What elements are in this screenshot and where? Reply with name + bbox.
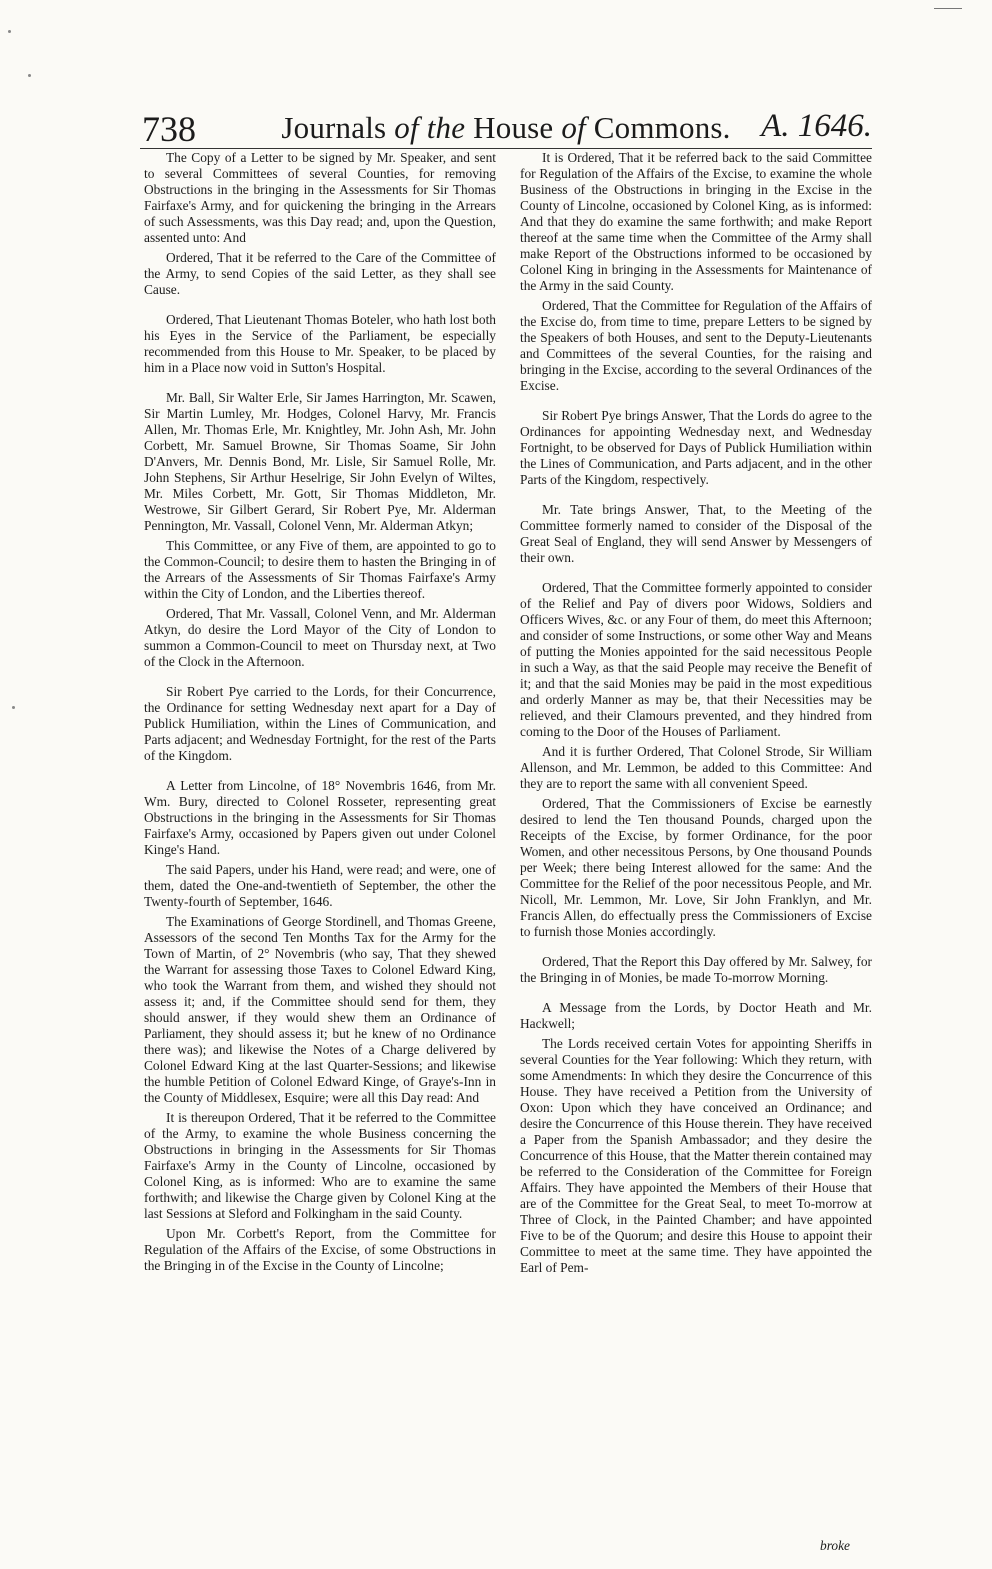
paragraph: Ordered, That the Commissioners of Excise be earnestly desired to lend the Ten thousand Pounds, charged upon the Receipts of the Excise, by former Ordinance, for the poor Women, and other necessitous Persons, by One thousand Pounds per Week; there being Interest allowed for the same: And the Committee for the Relief of the poor necessitous People, and Mr. Nicoll, Mr. Lemmon, Mr. Love, Sir John Franklyn, and Mr. Francis Allen, do effectually press the Commissioners of Excise to furnish those Monies accordingly. bbox=[520, 796, 872, 939]
year-mark: A. 1646. bbox=[761, 108, 872, 144]
title-word: Journals bbox=[281, 110, 387, 145]
paragraph: A Letter from Lincolne, of 18° Novembris 1646, from Mr. Wm. Bury, directed to Colonel Rosseter, representing great Obstructions in the bringing in the Assessments for Sir Thomas Fairfaxe's Army, occasioned by Papers given out under Colonel Kinge's Hand. bbox=[144, 778, 496, 857]
paragraph: Ordered, That the Committee formerly appointed to consider of the Relief and Pay of divers poor Widows, Soldiers and Officers Wives, &c. or any Four of them, do meet this Afternoon; and consider of some Instructions, or some other Way and Means of putting the Monies appointed for the said necessitous People in such a Way, as that the said People may receive the Benefit of it; and that the said Monies may be paid in the most expeditious and orderly Manner as may be, that their Necessities may be relieved, and their Clamours prevented, and they hindred from coming to the Door of the Houses of Parliament. bbox=[520, 580, 872, 739]
paragraph: The Examinations of George Stordinell, and Thomas Greene, Assessors of the second Ten Months Tax for the Army for the Town of Martin, of 2° Novembris (who say, That they shewed the Warrant for assessing those Taxes to Colonel Edward King, who took the Warrant from them, and wished they should not assess it; and, if the Committee should send for them, they should answer, if they would shew them an Ordinance of Parliament, they should assess it; but he knew of no Ordinance there was); and likewise the Notes of a Charge delivered by Colonel Edward King at the last Quarter-Sessions; and likewise the humble Petition of Colonel Edward Kinge, of Graye's-Inn in the County of Middlesex, Esquire; were all this Day read: And bbox=[144, 914, 496, 1105]
paragraph: And it is further Ordered, That Colonel Strode, Sir William Allenson, and Mr. Lemmon, be added to this Committee: And they are to report the same with all convenient Speed. bbox=[520, 744, 872, 791]
paragraph: Sir Robert Pye carried to the Lords, for their Concurrence, the Ordinance for setting Wednesday next apart for a Day of Publick Humiliation, within the Lines of Communication, and Parts adjacent; and Wednesday Fortnight, for the rest of the Parts of the Kingdom. bbox=[144, 684, 496, 763]
paragraph: It is thereupon Ordered, That it be referred to the Committee of the Army, to examine the whole Business concerning the Obstructions in bringing in the Assessments for Sir Thomas Fairfaxe's Army in the County of Lincolne, occasioned by Colonel King, as is informed: Who are to examine the same forthwith; and likewise the Charge given by Colonel King at the last Sessions at Sleford and Folkingham in the said County. bbox=[144, 1110, 496, 1221]
paragraph: Ordered, That the Report this Day offered by Mr. Salwey, for the Bringing in of Monies, be made To-morrow Morning. bbox=[520, 954, 872, 985]
margin-rule-mark bbox=[934, 8, 962, 9]
paragraph: The said Papers, under his Hand, were read; and were, one of them, dated the One-and-twentieth of September, the other the Twenty-fourth of September, 1646. bbox=[144, 862, 496, 909]
paragraph: The Lords received certain Votes for appointing Sheriffs in several Counties for the Year following: Which they return, with some Amendments: In which they desire the Concurrence of this House. They have received a Petition from the University of Oxon: Upon which they have conceived an Ordinance; and desire the Concurrence of this House therein. They have received a Paper from the Spanish Ambassador; and they desire the Concurrence of this House, that the Matter therein contained may be referred to the Consideration of the Committee for Foreign Affairs. They have appointed the Members of their House that are of the Committee for the Great Seal, to meet To-morrow at Three of Clock, in the Painted Chamber; and have appointed Five to be of the Quorum; and desire this House to appoint their Committee to meet at the same time. They have appointed the Earl of Pem- bbox=[520, 1036, 872, 1275]
paragraph: Ordered, That Lieutenant Thomas Boteler, who hath lost both his Eyes in the Service of the Parliament, be especially recommended from this House to Mr. Speaker, to be placed by him in a Place now void in Sutton's Hospital. bbox=[144, 312, 496, 375]
paragraph: Ordered, That it be referred to the Care of the Committee of the Army, to send Copies of the said Letter, as they shall see Cause. bbox=[144, 250, 496, 297]
title-word: the bbox=[426, 110, 466, 145]
title-word: Commons. bbox=[593, 110, 731, 145]
paragraph: Mr. Tate brings Answer, That, to the Meeting of the Committee formerly named to consider of the Disposal of the Great Seal of England, they will send Answer by Messengers of their own. bbox=[520, 502, 872, 565]
paragraph: Ordered, That the Committee for Regulation of the Affairs of the Excise do, from time to time, prepare Letters to be signed by the Speakers of both Houses, and sent to the Deputy-Lieutenants and Committees of the several Counties, for the raising and bringing in the Excise, according to the several Ordinances of the Excise. bbox=[520, 298, 872, 393]
paragraph: It is Ordered, That it be referred back to the said Committee for Regulation of the Affairs of the Excise, to examine the whole Business of the Obstructions in bringing in the Excise in the County of Lincolne, occasioned by Colonel King, as is informed: And that they do examine the same forthwith; and make Report thereof at the same time when the Committee of the Army shall make Report of the Obstructions informed to be occasioned by Colonel King in bringing in the Assessments for Maintenance of the Army in the said County. bbox=[520, 150, 872, 293]
header-rule bbox=[140, 148, 872, 149]
right-column bbox=[520, 150, 872, 1280]
title-word: House bbox=[473, 110, 554, 145]
catchword: broke bbox=[820, 1538, 850, 1553]
paragraph: The Copy of a Letter to be signed by Mr. Speaker, and sent to several Committees of several Counties, for removing Obstructions in the bringing in the Assessments for Sir Thomas Fairfaxe's Army, and for quickening the bringing in the Arrears of such Assessments, was this Day read; and, upon the Question, assented unto: And bbox=[144, 150, 496, 245]
title-word: of bbox=[561, 110, 586, 145]
paper-speck bbox=[8, 30, 11, 33]
page-number: 738 bbox=[142, 109, 196, 149]
paragraph: Upon Mr. Corbett's Report, from the Committee for Regulation of the Affairs of the Excise, of some Obstructions in the Bringing in of the Excise in the County of Lincolne; bbox=[144, 1226, 496, 1273]
title-word: of bbox=[394, 110, 419, 145]
paper-speck bbox=[12, 706, 15, 709]
paragraph: Sir Robert Pye brings Answer, That the Lords do agree to the Ordinances for appointing Wednesday next, and Wednesday Fortnight, to be observed for Days of Publick Humiliation within the Lines of Communication, and Parts adjacent, and in the other Parts of the Kingdom, respectively. bbox=[520, 408, 872, 487]
paragraph: This Committee, or any Five of them, are appointed to go to the Common-Council; to desire them to hasten the Bringing in of the Arrears of the Assessments of Sir Thomas Fairfaxe's Army within the City of London, and the Liberties thereof. bbox=[144, 538, 496, 601]
paragraph: Ordered, That Mr. Vassall, Colonel Venn, and Mr. Alderman Atkyn, do desire the Lord Mayor of the City of London to summon a Common-Council to meet on Thursday next, at Two of the Clock in the Afternoon. bbox=[144, 606, 496, 669]
paragraph: A Message from the Lords, by Doctor Heath and Mr. Hackwell; bbox=[520, 1000, 872, 1031]
left-column bbox=[144, 150, 496, 1278]
paper-speck bbox=[28, 74, 31, 77]
paragraph: Mr. Ball, Sir Walter Erle, Sir James Harrington, Mr. Scawen, Sir Martin Lumley, Mr. Hodges, Colonel Harvy, Mr. Francis Allen, Mr. Thomas Erle, Mr. Knightley, Mr. John Ash, Mr. John Corbett, Mr. Samuel Browne, Sir Thomas Soame, Sir John D'Anvers, Mr. Dennis Bond, Mr. Lisle, Sir Samuel Rolle, Mr. John Stephens, Sir Arthur Heselrige, Sir John Evelyn of Wiltes, Mr. Miles Corbett, Mr. Gott, Sir Thomas Middleton, Mr. Westrowe, Sir Gilbert Gerard, Sir Robert Pye, Mr. Alderman Pennington, Mr. Vassall, Colonel Venn, Mr. Alderman Atkyn; bbox=[144, 390, 496, 533]
running-header bbox=[140, 106, 872, 152]
